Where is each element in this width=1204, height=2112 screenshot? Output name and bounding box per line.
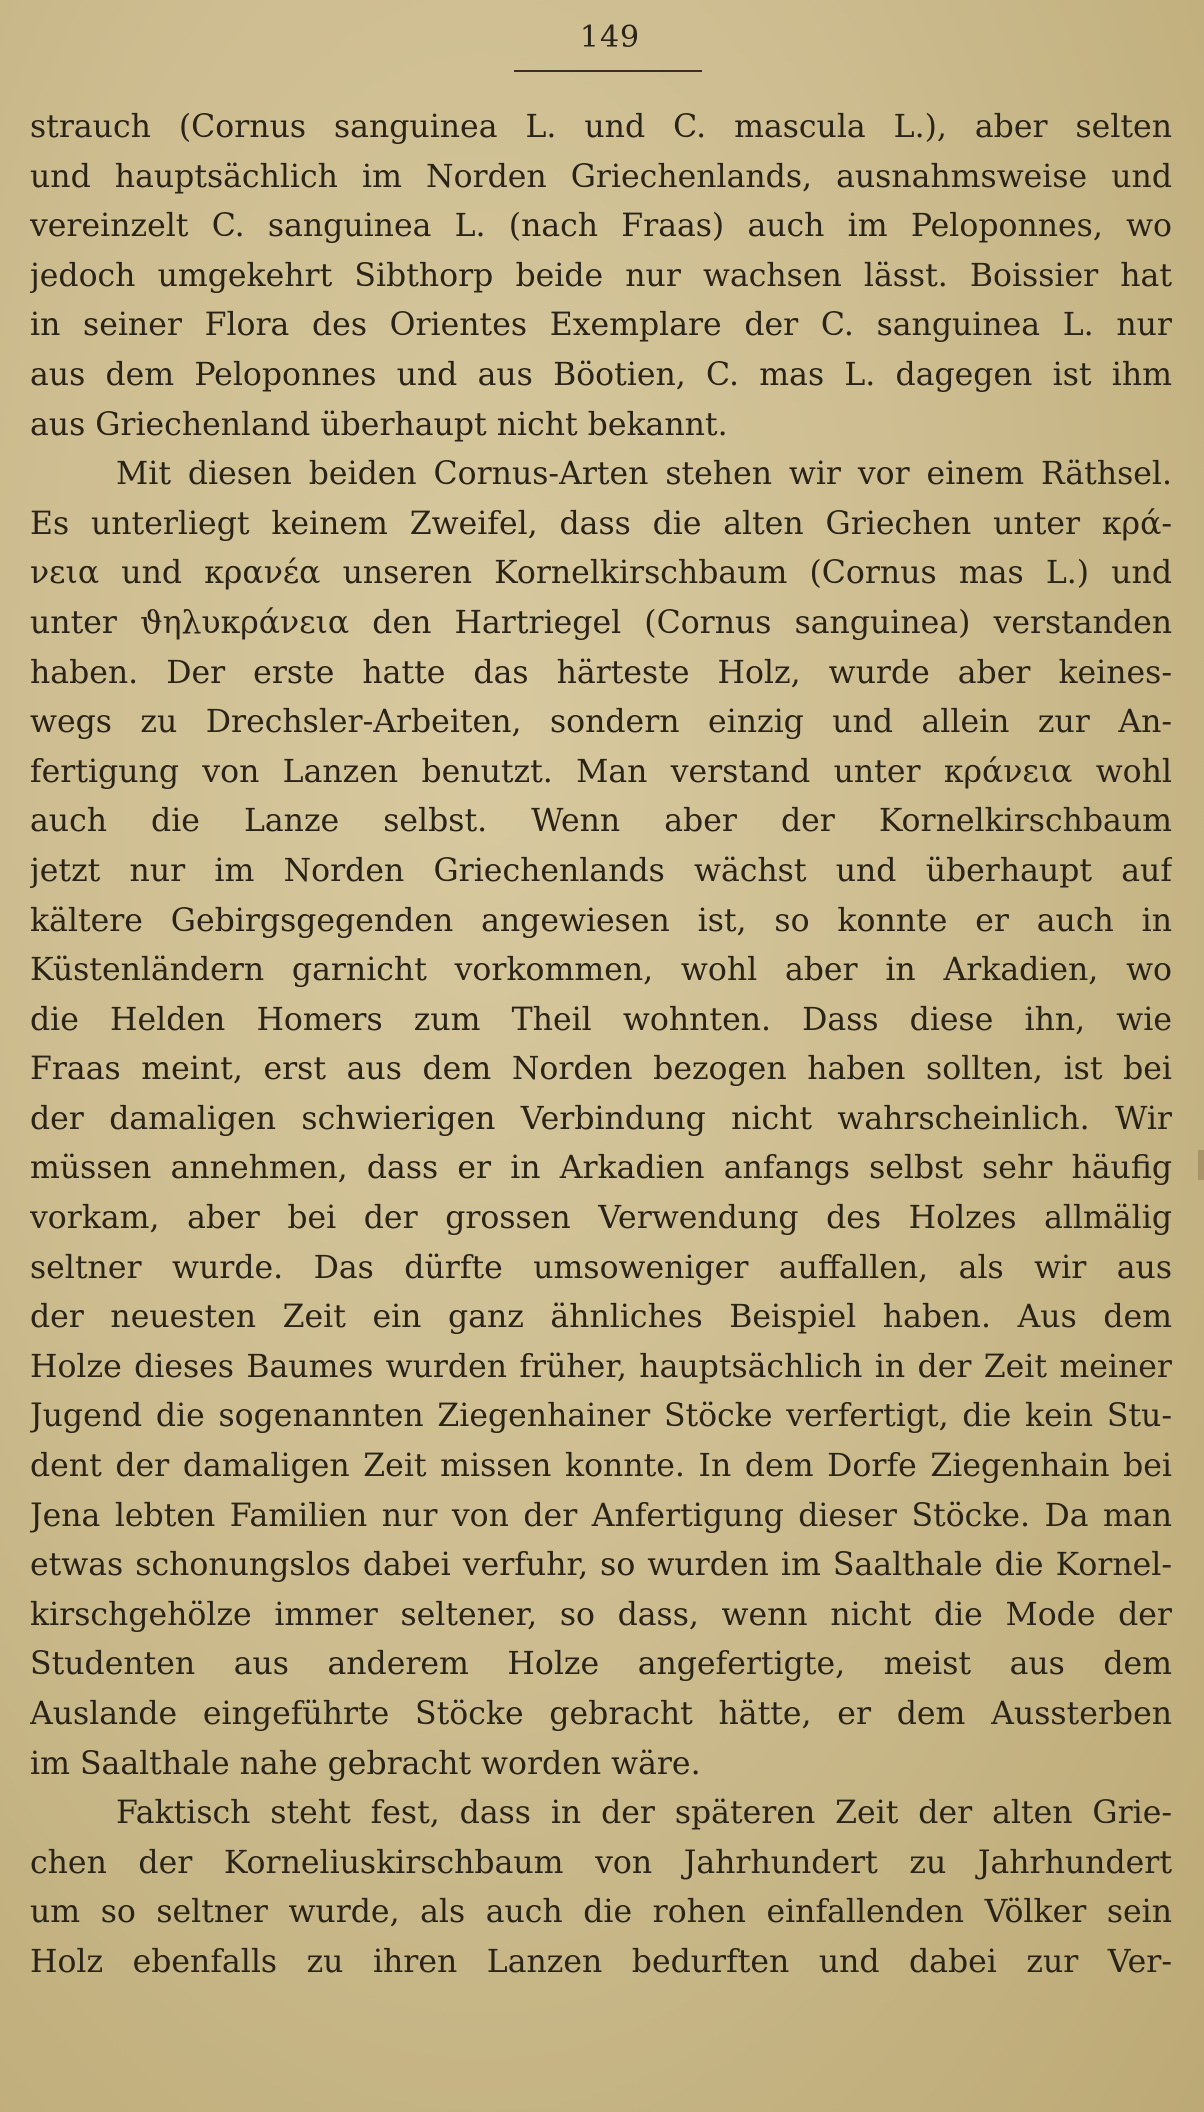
text-line: Holz ebenfalls zu ihren Lanzen bedurften und dabei zur Ver- bbox=[30, 1943, 1172, 1980]
text-line: jetzt nur im Norden Griechenlands wächst und überhaupt auf bbox=[30, 852, 1172, 889]
text-line: Jugend die sogenannten Ziegenhainer Stöcke verfertigt, die kein Stu- bbox=[30, 1398, 1172, 1435]
text-line: in seiner Flora des Orientes Exemplare der C. sanguinea L. nur bbox=[30, 307, 1172, 344]
text-line: im Saalthale nahe gebracht worden wäre. bbox=[30, 1745, 701, 1782]
text-line: und hauptsächlich im Norden Griechenlands, ausnahmsweise und bbox=[30, 158, 1172, 195]
paragraph-start-line: Mit diesen beiden Cornus-Arten stehen wir vor einem Räthsel. bbox=[116, 456, 1172, 493]
text-line: seltner wurde. Das dürfte umsoweniger auffallen, als wir aus bbox=[30, 1249, 1172, 1286]
text-line: müssen annehmen, dass er in Arkadien anfangs selbst sehr häufig bbox=[30, 1150, 1172, 1187]
page-edge-mark bbox=[1198, 1150, 1204, 1180]
text-line: Es unterliegt keinem Zweifel, dass die alten Griechen unter κρά- bbox=[30, 505, 1172, 542]
text-line: Holze dieses Baumes wurden früher, hauptsächlich in der Zeit meiner bbox=[30, 1348, 1172, 1385]
text-line: dent der damaligen Zeit missen konnte. In dem Dorfe Ziegenhain bei bbox=[30, 1448, 1172, 1485]
text-line: aus dem Peloponnes und aus Böotien, C. mas L. dagegen ist ihm bbox=[30, 356, 1172, 393]
text-line: Fraas meint, erst aus dem Norden bezogen haben sollten, ist bei bbox=[30, 1051, 1172, 1088]
text-line: aus Griechenland überhaupt nicht bekannt. bbox=[30, 406, 728, 443]
text-line: chen der Korneliuskirschbaum von Jahrhundert zu Jahrhundert bbox=[30, 1844, 1172, 1881]
text-line: etwas schonungslos dabei verfuhr, so wurden im Saalthale die Kornel- bbox=[30, 1547, 1172, 1584]
text-line: vorkam, aber bei der grossen Verwendung des Holzes allmälig bbox=[30, 1200, 1172, 1237]
text-line: um so seltner wurde, als auch die rohen einfallenden Völker sein bbox=[30, 1894, 1172, 1931]
text-line: auch die Lanze selbst. Wenn aber der Kornelkirschbaum bbox=[30, 803, 1172, 840]
text-line: haben. Der erste hatte das härteste Holz, wurde aber keines- bbox=[30, 654, 1172, 691]
text-line: der neuesten Zeit ein ganz ähnliches Beispiel haben. Aus dem bbox=[30, 1299, 1172, 1336]
text-line: jedoch umgekehrt Sibthorp beide nur wachsen lässt. Boissier hat bbox=[30, 257, 1172, 294]
body-text bbox=[30, 103, 1172, 1988]
text-line: νεια und κρανέα unseren Kornelkirschbaum (Cornus mas L.) und bbox=[30, 555, 1172, 592]
text-line: Auslande eingeführte Stöcke gebracht hätte, er dem Aussterben bbox=[30, 1696, 1172, 1732]
header-rule bbox=[514, 70, 702, 72]
paragraph-start-line: Faktisch steht fest, dass in der späteren Zeit der alten Grie- bbox=[116, 1795, 1172, 1832]
text-line: unter ϑηλυκράνεια den Hartriegel (Cornus sanguinea) verstanden bbox=[30, 604, 1172, 641]
text-line: Studenten aus anderem Holze angefertigte, meist aus dem bbox=[30, 1646, 1172, 1683]
text-line: die Helden Homers zum Theil wohnten. Dass diese ihn, wie bbox=[30, 1001, 1172, 1038]
page-number: 149 bbox=[579, 20, 641, 55]
text-line: kirschgehölze immer seltener, so dass, wenn nicht die Mode der bbox=[30, 1596, 1172, 1633]
text-line: Küstenländern garnicht vorkommen, wohl aber in Arkadien, wo bbox=[30, 952, 1172, 989]
text-line: vereinzelt C. sanguinea L. (nach Fraas) auch im Peloponnes, wo bbox=[30, 208, 1172, 245]
text-line: strauch (Cornus sanguinea L. und C. mascula L.), aber selten bbox=[30, 109, 1172, 145]
text-line: der damaligen schwierigen Verbindung nicht wahrscheinlich. Wir bbox=[30, 1100, 1172, 1137]
text-line: Jena lebten Familien nur von der Anfertigung dieser Stöcke. Da man bbox=[30, 1497, 1172, 1534]
text-line: fertigung von Lanzen benutzt. Man verstand unter κράνεια wohl bbox=[30, 753, 1172, 790]
text-line: kältere Gebirgsgegenden angewiesen ist, so konnte er auch in bbox=[30, 902, 1172, 939]
text-line: wegs zu Drechsler-Arbeiten, sondern einzig und allein zur An- bbox=[30, 704, 1172, 741]
